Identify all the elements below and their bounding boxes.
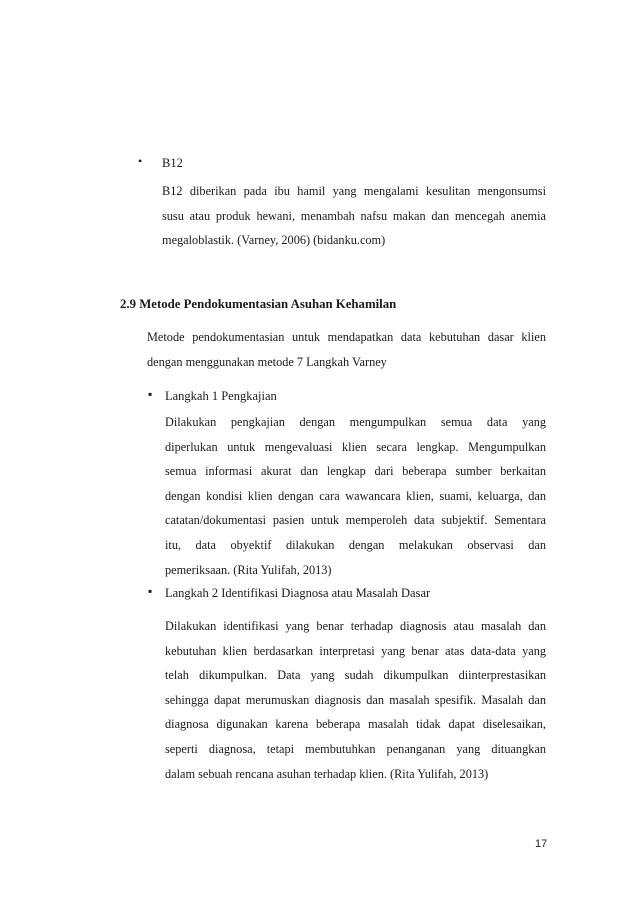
square-bullet-icon: ▪ <box>148 584 153 598</box>
section-intro <box>147 325 546 374</box>
step1-paragraph <box>165 410 546 582</box>
step2-line: Dilakukan identifikasi yang benar terhadap diagnosis atau masalah dan <box>165 619 546 633</box>
b12-line-3: megaloblastik. (Varney, 2006) (bidanku.com) <box>162 233 386 248</box>
step1-line: dengan kondisi klien dengan cara wawancara klien, suami, keluarga, dan <box>165 488 546 503</box>
step2-title: Langkah 2 Identifikasi Diagnosa atau Masalah Dasar <box>165 586 431 600</box>
step1-title: Langkah 1 Pengkajian <box>165 389 277 403</box>
step2-line: sehingga dapat merumuskan diagnosis dan masalah spesifik. Masalah dan <box>165 692 546 707</box>
b12-line-2: susu atau produk hewani, menambah nafsu makan dan mencegah anemia <box>162 208 546 223</box>
step1-line: itu, data obyektif dilakukan dengan melakukan observasi dan <box>165 537 546 552</box>
step2-line: dalam sebuah rencana asuhan terhadap klien. (Rita Yulifah, 2013) <box>165 766 489 781</box>
step1-line: pemeriksaan. (Rita Yulifah, 2013) <box>165 562 332 577</box>
step1-line: catatan/dokumentasi pasien untuk memperoleh data subjektif. Sementara <box>165 513 546 528</box>
step2-line: seperti diagnosa, tetapi membutuhkan penanganan yang dituangkan <box>165 741 546 756</box>
b12-title: B12 <box>162 156 183 170</box>
b12-line-1: B12 diberikan pada ibu hamil yang mengalami kesulitan mengonsumsi <box>162 184 546 198</box>
step2-line: kebutuhan klien berdasarkan interpretasi yang benar atas data-data yang <box>165 643 546 658</box>
b12-paragraph <box>162 179 546 253</box>
step2-paragraph <box>165 614 546 786</box>
step1-line: semua informasi akurat dan lengkap dari beberapa sumber berkaitan <box>165 464 546 479</box>
step1-line: Dilakukan pengkajian dengan mengumpulkan semua data yang <box>165 415 546 429</box>
intro-line-2: dengan menggunakan metode 7 Langkah Varney <box>147 354 387 369</box>
intro-line-1: Metode pendokumentasian untuk mendapatkan data kebutuhan dasar klien <box>147 330 546 344</box>
step1-line: diperlukan untuk mengevaluasi klien secara lengkap. Mengumpulkan <box>165 439 546 454</box>
page-number: 17 <box>535 838 548 850</box>
step2-line: diagnosa digunakan karena beberapa masalah tidak dapat diselesaikan, <box>165 717 546 732</box>
square-bullet-icon: ▪ <box>148 387 153 401</box>
step2-line: telah dikumpulkan. Data yang sudah dikumpulkan diinterprestasikan <box>165 668 546 683</box>
section-heading: 2.9 Metode Pendokumentasian Asuhan Kehamilan <box>120 297 397 311</box>
bullet-dot-icon: • <box>138 154 143 168</box>
